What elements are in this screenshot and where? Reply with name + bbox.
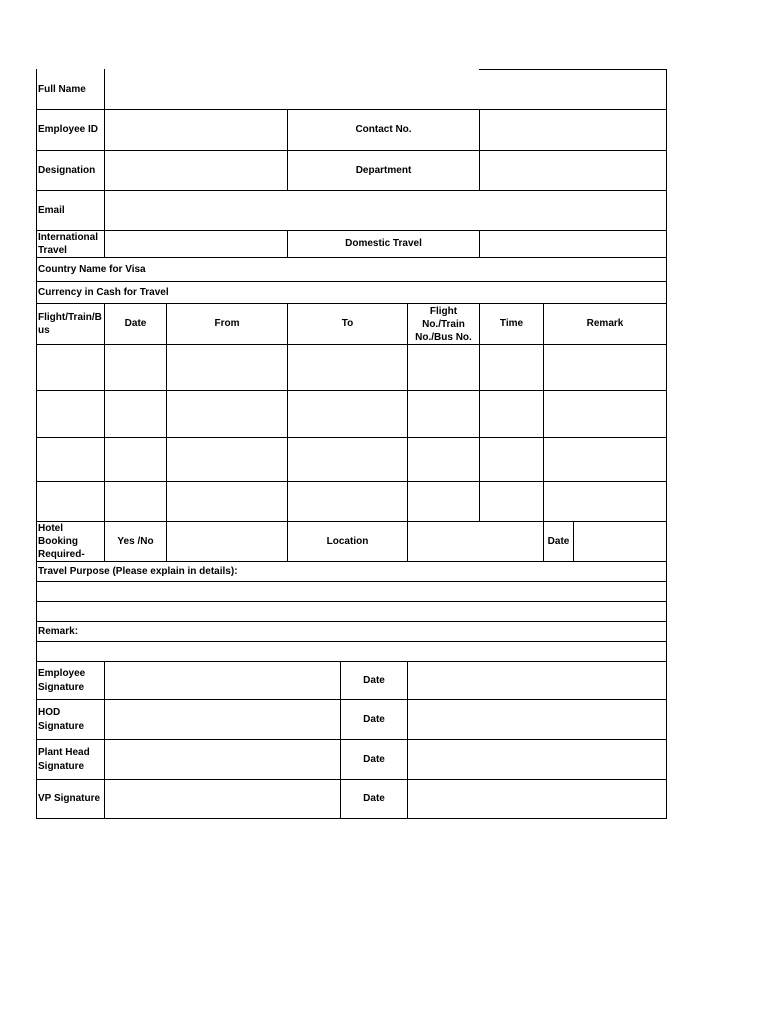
itinerary-header-number: Flight No./Train No./Bus No. (415, 305, 472, 343)
international-travel-field[interactable] (105, 231, 287, 257)
travel-purpose-line[interactable] (37, 582, 666, 601)
vp-signature-date-label: Date (363, 793, 385, 804)
vp-signature-date-field[interactable] (408, 780, 666, 818)
full-name-label: Full Name (38, 84, 86, 95)
employee-signature-date-field[interactable] (408, 662, 666, 699)
itinerary-row[interactable] (37, 438, 666, 481)
currency-cash-label: Currency in Cash for Travel (38, 286, 169, 298)
department-field[interactable] (480, 151, 666, 190)
plant-head-signature-label: Plant Head Signature (38, 746, 90, 772)
itinerary-row[interactable] (37, 482, 666, 521)
itinerary-header-date: Date (124, 318, 147, 329)
contact-no-field[interactable] (480, 110, 666, 150)
location-label: Location (326, 535, 369, 547)
itinerary-header-remark: Remark (586, 318, 624, 329)
yes-no-label: Yes /No (117, 535, 154, 547)
domestic-travel-field[interactable] (480, 231, 666, 257)
employee-signature-field[interactable] (105, 662, 340, 699)
employee-signature-date-label: Date (363, 674, 385, 686)
employee-signature-label: Employee Signature (38, 667, 86, 693)
itinerary-header-mode: Flight/Train/Bus (38, 312, 102, 336)
contact-no-label: Contact No. (355, 124, 412, 135)
hotel-date-field[interactable] (574, 522, 666, 561)
plant-head-signature-date-field[interactable] (408, 740, 666, 779)
hod-signature-date-field[interactable] (408, 700, 666, 739)
email-field[interactable] (105, 191, 666, 230)
location-field[interactable] (408, 522, 543, 561)
itinerary-header-from: From (214, 318, 240, 329)
itinerary-row[interactable] (37, 345, 666, 390)
itinerary-header-to: To (341, 318, 354, 329)
plant-head-signature-field[interactable] (105, 740, 340, 779)
hotel-booking-field[interactable] (167, 522, 287, 561)
itinerary-header-time: Time (499, 318, 524, 329)
full-name-field[interactable] (105, 70, 666, 109)
grid-line (666, 69, 667, 819)
international-travel-label: International Travel (38, 232, 99, 256)
travel-purpose-line[interactable] (37, 602, 666, 621)
itinerary-row[interactable] (37, 391, 666, 437)
designation-field[interactable] (105, 151, 287, 190)
vp-signature-field[interactable] (105, 780, 340, 818)
plant-head-signature-date-label: Date (363, 753, 385, 765)
hod-signature-field[interactable] (105, 700, 340, 739)
hotel-booking-label: Hotel Booking Required- (38, 523, 85, 560)
hod-signature-label: HOD Signature (38, 706, 85, 732)
domestic-travel-label: Domestic Travel (345, 238, 422, 249)
grid-line (36, 818, 667, 819)
designation-label: Designation (38, 164, 96, 176)
remark-label: Remark: (38, 625, 79, 637)
vp-signature-label: VP Signature (38, 793, 101, 804)
employee-id-field[interactable] (105, 110, 287, 150)
employee-id-label: Employee ID (38, 124, 99, 135)
hotel-date-label: Date (547, 535, 570, 547)
hod-signature-date-label: Date (363, 713, 385, 725)
travel-purpose-label: Travel Purpose (Please explain in details): (38, 565, 238, 577)
department-label: Department (355, 164, 412, 176)
country-visa-label: Country Name for Visa (38, 263, 146, 275)
email-label: Email (38, 204, 65, 216)
remark-line[interactable] (37, 642, 666, 661)
